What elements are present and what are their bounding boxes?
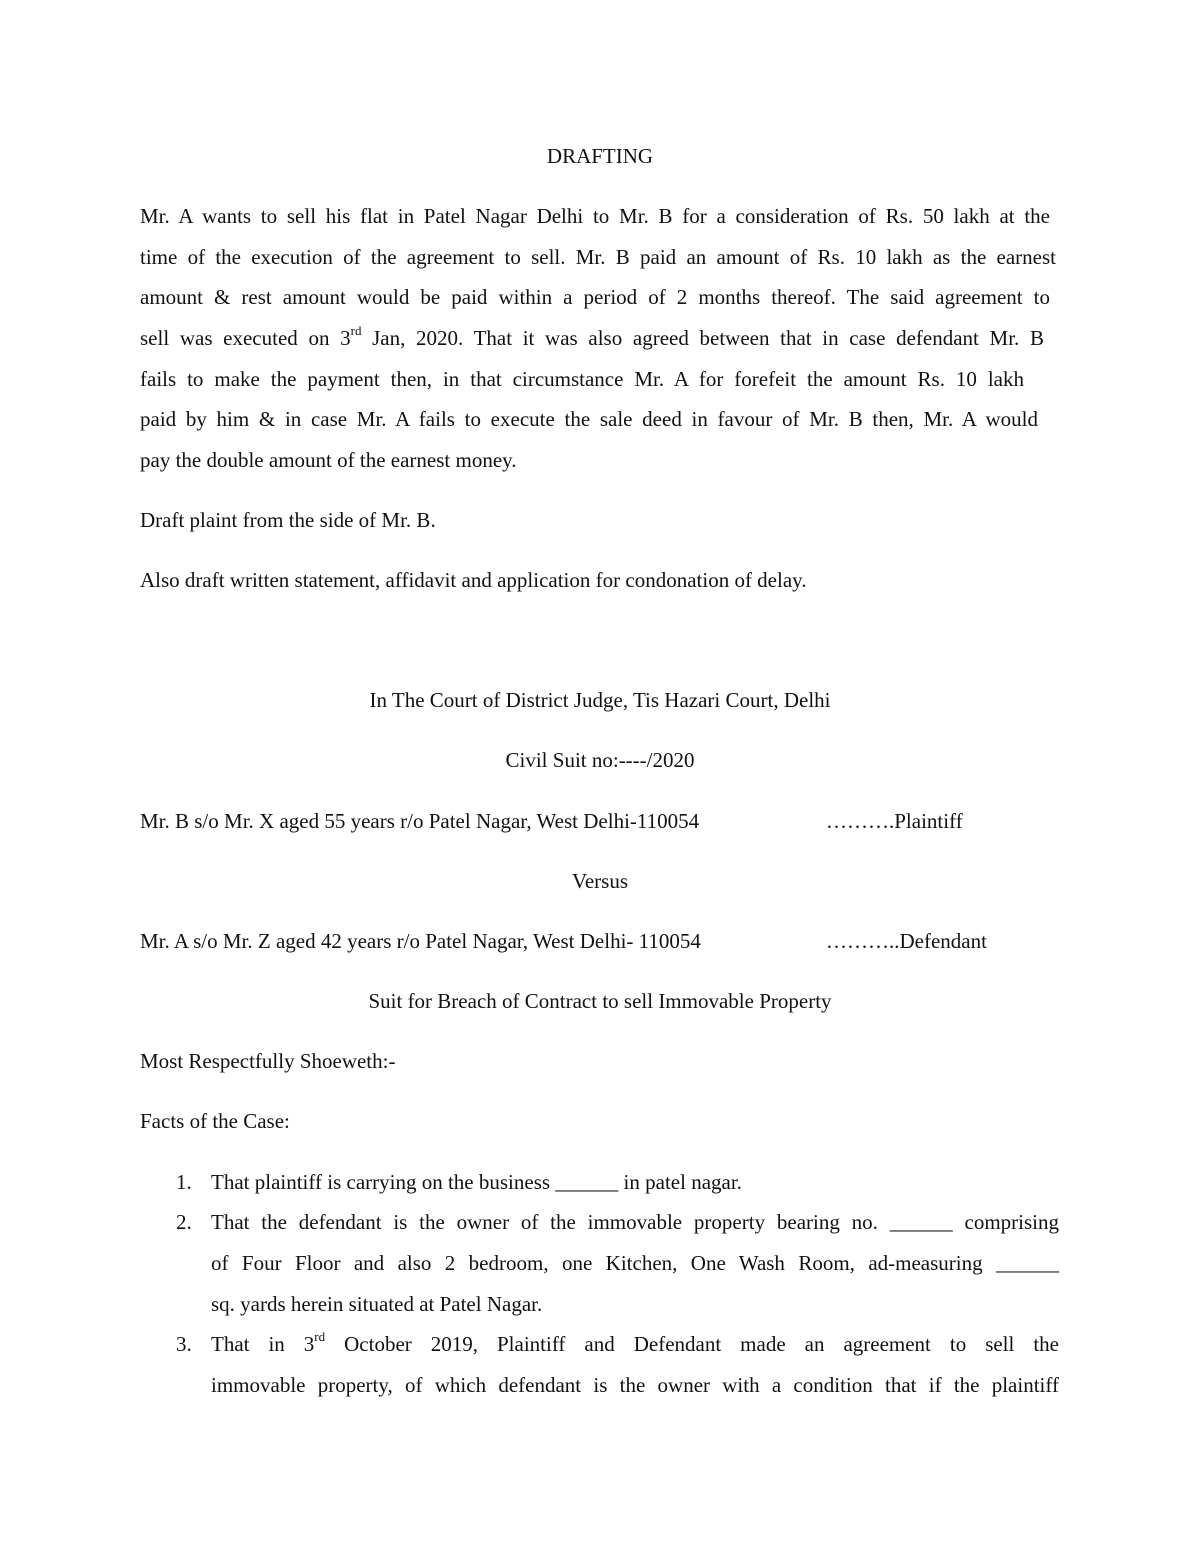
list-item-line: sq. yards herein situated at Patel Nagar. [211,1292,543,1316]
problem-line: fails to make the payment then, in that circumstance Mr. A for forefeit the amount Rs. 10 lakh [140,367,1024,391]
list-item-text: That in 3 [211,1332,315,1356]
problem-line: Mr. A wants to sell his flat in Patel Nagar Delhi to Mr. B for a consideration of Rs. 50 lakh at the [140,204,1050,228]
list-item-line [211,1324,1059,1365]
problem-line: pay the double amount of the earnest money. [140,448,517,472]
list-number: 3. [176,1332,192,1356]
list-number: 1. [176,1170,192,1194]
page-heading: DRAFTING [546,144,654,168]
list-item-line: That plaintiff is carrying on the business ______ in patel nagar. [211,1170,742,1194]
problem-line: amount & rest amount would be paid within a period of 2 months thereof. The said agreement to [140,285,1050,309]
list-item-text: October 2019, Plaintiff and Defendant made an agreement to sell the [325,1332,1059,1356]
plaintiff-details: Mr. B s/o Mr. X aged 55 years r/o Patel Nagar, West Delhi-110054 [140,809,700,833]
defendant-label: ………..Defendant [826,929,987,953]
instruction-other-drafts: Also draft written statement, affidavit and application for condonation of delay. [140,568,807,592]
court-title: In The Court of District Judge, Tis Hazari Court, Delhi [369,688,831,712]
suit-number: Civil Suit no:----/2020 [505,748,695,772]
instruction-plaint: Draft plaint from the side of Mr. B. [140,508,436,532]
list-number: 2. [176,1210,192,1234]
problem-line-text: Jan, 2020. That it was also agreed between that in case defendant Mr. B [361,326,1044,350]
list-item-line: That the defendant is the owner of the immovable property bearing no. ______ comprising [211,1210,1059,1234]
suit-subject: Suit for Breach of Contract to sell Immovable Property [368,989,832,1013]
problem-line-text: sell was executed on 3 [140,326,351,350]
problem-line [140,318,1044,359]
list-item-line: immovable property, of which defendant is the owner with a condition that if the plaintiff [211,1373,1059,1397]
problem-line: paid by him & in case Mr. A fails to execute the sale deed in favour of Mr. B then, Mr. A would [140,407,1038,431]
versus-label: Versus [572,869,628,893]
facts-heading: Facts of the Case: [140,1109,290,1133]
superscript: rd [350,323,362,338]
superscript: rd [314,1329,326,1344]
defendant-details: Mr. A s/o Mr. Z aged 42 years r/o Patel Nagar, West Delhi- 110054 [140,929,701,953]
plaintiff-label: ……….Plaintiff [826,809,963,833]
problem-line: time of the execution of the agreement to sell. Mr. B paid an amount of Rs. 10 lakh as the earnest [140,245,1056,269]
list-item-line: of Four Floor and also 2 bedroom, one Kitchen, One Wash Room, ad-measuring ______ [211,1251,1059,1275]
salutation: Most Respectfully Shoeweth:- [140,1049,396,1073]
